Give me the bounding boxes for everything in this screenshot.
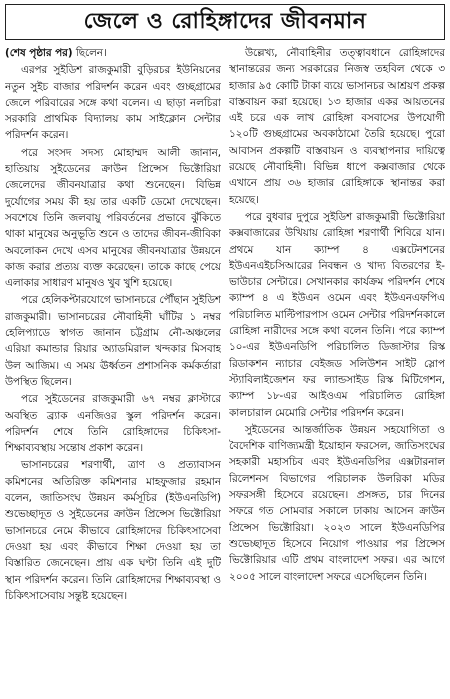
article-paragraph: ভাসানচরের শরণার্থী, ত্রাণ ও প্রত্যাবাসন কমিশনের অতিরিক্ত কমিশনার মাহফুজার রহমান বলেন, জাতিসংঘ উন্নয়ন কর্মসূচির (ইউএনডিপি) শুভেচ্ছাদূত ও সুইডেনের ক্রাউন প্রিন্সেস ভিক্টোরিয়া ভাসানচরে নেমে কীভাবে রোহিঙ্গাদের চিকিৎসাসেবা দেওয়া হয় এবং কীভাবে শিক্ষা দেওয়া হয় তা বিস্তারিত জেনেছেন। প্রায় এক ঘণ্টা তিনি এই দুটি স্থান পরিদর্শন করেন। তিনি রোহিঙ্গাদের শিক্ষাব্যবস্থা ও চিকিৎসাসেবায় সন্তুষ্ট হয়েছেন।	[5, 459, 221, 602]
paragraph-text: ছিলেন।	[75, 47, 107, 59]
article-paragraph	[5, 45, 221, 61]
article-paragraph: পরে বুধবার দুপুরে সুইডিশ রাজকুমারী ভিক্টোরিয়া কক্সবাজারের উখিয়ায় রোহিঙ্গা শরণার্থী শিবিরে যান। প্রথমে যান ক্যাম্প ৪ এক্সটেনশনের ইউএনএইচসিআরের নিবন্ধন ও খাদ্য বিতরণের ই-ভাউচার সেন্টারে। সেখানকার কার্যক্রম পরিদর্শন শেষে ক্যাম্প ৪ এ ইউএন ওমেন এবং ইউএনএফপিএ পরিচালিত মাল্টিপারপাস ওমেন সেন্টার পরিদর্শনকালে রোহিঙ্গা নারীদের সঙ্গে কথা বলেন তিনি। পরে ক্যাম্প ১০-এর ইউএনডিপি পরিচালিত ডিজাস্টার রিস্ক রিডাকশন ন্যাচার বেইজড সলিউশন সাইট স্লোপ স্ট্যাবিলাইজেশন ফর ল্যান্ডসাইড রিস্ক মিটিগেশন, ক্যাম্প ১৮-এর আইওএম পরিচালিত রোহিঙ্গা কালচারাল মেমোরি সেন্টার পরিদর্শন করেন।	[229, 210, 445, 419]
article-paragraph: এরপর সুইডিশ রাজকুমারী বুড়িরচর ইউনিয়নের নতুন সুইচ বাজার পরিদর্শন করেন এবং গুচ্ছগ্রামের জেলে পরিবারের সঙ্গে কথা বলেন। এ ছাড়া নলচিরা সরকারি প্রাথমিক বিদ্যালয় কাম সাইক্লোন সেন্টার পরিদর্শন করেন।	[5, 64, 221, 142]
left-column	[5, 45, 221, 695]
article-paragraph: উল্লেখ্য, নৌবাহিনীর তত্ত্বাবধানে রোহিঙ্গাদের স্থানান্তরের জন্য সরকারের নিজস্ব তহবিল থেকে ৩ হাজার ৯৫ কোটি টাকা ব্যয়ে ভাসানচর আশ্রয়ণ প্রকল্প বাস্তবায়ন করা হয়েছে। ১৩ হাজার একর আয়তনের এই চরে এক লাখ রোহিঙ্গা বসবাসের উপযোগী ১২০টি গুচ্ছগ্রামের অবকাঠামো তৈরি হয়েছে। পুরো আবাসন প্রকল্পটি বাস্তবায়ন ও ব্যবস্থাপনার দায়িত্বে রয়েছে নৌবাহিনী। বিভিন্ন ধাপে কক্সবাজার থেকে এখানে প্রায় ৩৬ হাজার রোহিঙ্গাকে স্থানান্তর করা হয়েছে।	[229, 47, 445, 206]
article-paragraph: সুইডেনের আন্তর্জাতিক উন্নয়ন সহযোগিতা ও বৈদেশিক বাণিজ্যমন্ত্রী ইয়োহান ফরসেল, জাতিসংঘের সহকারী মহাসচিব এবং ইউএনডিপির এক্সটারনাল রিলেশনস বিভাগের পরিচালক উলরিকা মডির সফরসঙ্গী হিসেবে রয়েছেন। প্রসঙ্গত, চার দিনের সফরে গত সোমবার সকালে ঢাকায় আসেন ক্রাউন প্রিন্সেস ভিক্টোরিয়া। ২০২৩ সালে ইউএনডিপির শুভেচ্ছাদূত হিসেবে নিয়োগ পাওয়ার পর প্রিন্সেস ভিক্টোরিয়ার এটি প্রথম বাংলাদেশ সফর। এর আগে ২০০৫ সালে বাংলাদেশ সফরে এসেছিলেন তিনি।	[229, 423, 445, 583]
headline: জেলে ও রোহিঙ্গাদের জীবনমান	[83, 8, 367, 34]
article-paragraph: পরে সংসদ সদস্য মোহাম্মদ আলী জানান, হাতিয়ায় সুইডেনের ক্রাউন প্রিন্সেস ভিক্টোরিয়া জেলেদের জীবনযাত্রার কথা শুনেছেন। বিভিন্ন দুর্যোগের সময় কী হয় তার একটি ডেমো দেখেছেন। সবশেষে তিনি জলবায়ু পরিবর্তনের প্রভাবে ঝুঁকিতে থাকা মানুষের অনুভূতি শুনে ও তাদের জীবন-জীবিকা অবলোকন দেখে এসব মানুষের জীবনযাত্রার উন্নয়নে কাজ করার প্রত্যয় ব্যক্ত করেছেন। তাকে কাছে পেয়ে এলাকার সাধারণ মানুষও খুব খুশি হয়েছে।	[5, 146, 221, 290]
article-paragraph: পরে সুইডেনের রাজকুমারী ৬৭ নম্বর ক্লাস্টারে অবস্থিত ব্র্যাক এনজিওর স্কুল পরিদর্শন করেন। পরিদর্শন শেষে তিনি রোহিঙ্গাদের চিকিৎসা-শিক্ষাব্যবস্থায় সন্তোষ প্রকাশ করেন।	[5, 393, 221, 455]
article-paragraph: পরে হেলিকপ্টারযোগে ভাসানচরে পৌঁছান সুইডিশ রাজকুমারী। ভাসানচরের নৌবাহিনী ঘাঁটির ১ নম্বর হেলিপ্যাডে স্বাগত জানান চট্টগ্রাম নৌ-অঞ্চলের এরিয়া কমান্ডার রিয়ার অ্যাডমিরাল খন্দকার মিসবাহ উল আজিম। এ সময় ঊর্ধ্বতন প্রশাসনিক কর্মকর্তারা উপস্থিত ছিলেন।	[5, 294, 221, 388]
right-column	[229, 45, 445, 695]
article-body	[5, 45, 445, 695]
headline-box	[5, 4, 445, 40]
continuation-label: (শেষ পৃষ্ঠার পর)	[5, 47, 73, 59]
